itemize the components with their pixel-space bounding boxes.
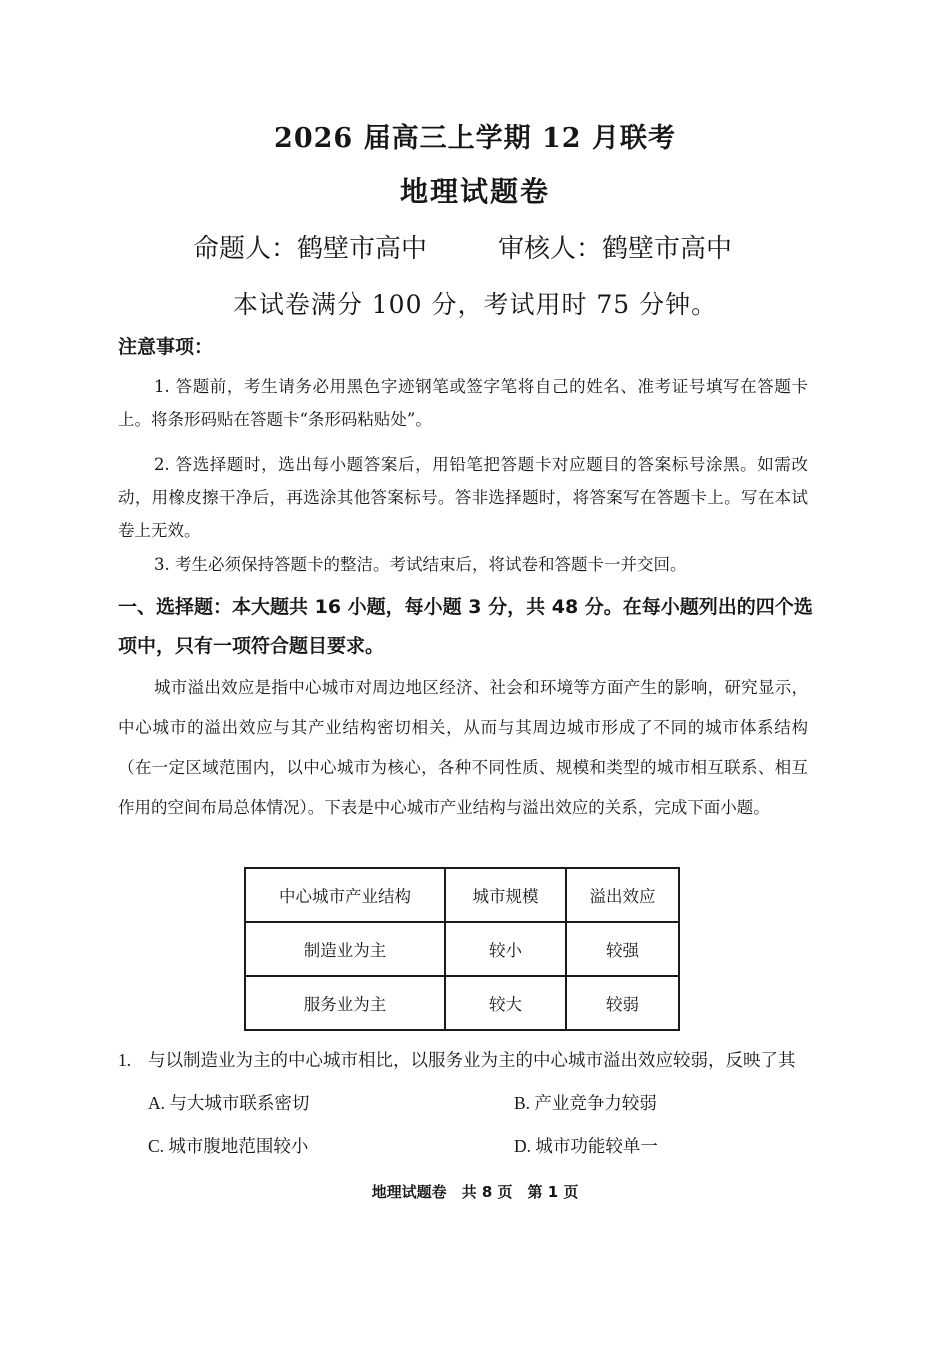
table-cell: 服务业为主 [245,976,445,1030]
notice-item-3: 3. 考生必须保持答题卡的整洁。考试结束后，将试卷和答题卡一并交回。 [154,555,687,574]
table-cell: 较大 [445,976,566,1030]
option-d: D. 城市功能较单一 [514,1136,658,1156]
section-heading: 一、选择题：本大题共 16 小题，每小题 3 分，共 48 分。在每小题列出的四个选项中，只有一项符合题目要求。 [118,596,813,657]
table-cell: 制造业为主 [245,922,445,976]
subject-title: 地理试题卷 [399,175,550,208]
question-stem: 与以制造业为主的中心城市相比，以服务业为主的中心城市溢出效应较弱，反映了其 [148,1050,796,1070]
table-cell: 较小 [445,922,566,976]
reviewer-label: 审核人：鹤壁市高中 [498,234,733,264]
option-c: C. 城市腹地范围较小 [148,1136,309,1156]
table-row [245,976,679,1030]
author-line [193,228,733,265]
question-1 [118,1047,796,1072]
option-a: A. 与大城市联系密切 [148,1093,310,1113]
table-row [245,922,679,976]
notice-item-1: 1. 答题前，考生请务必用黑色字迹钢笔或签字笔将自己的姓名、准考证号填写在答题卡上。将条形码贴在答题卡“条形码粘贴处”。 [118,377,808,429]
table-header-row [245,868,679,922]
notice-heading: 注意事项： [118,336,214,358]
passage-intro: 城市溢出效应是指中心城市对周边地区经济、社会和环境等方面产生的影响，研究显示，中心城市的溢出效应与其产业结构密切相关，从而与其周边城市形成了不同的城市体系结构（在一定区域范围内，以中心城市为核心，各种不同性质、规模和类型的城市相互联系、相互作用的空间布局总体情况）。下表是中心城市产业结构与溢出效应的关系，完成下面小题。 [118,678,808,817]
industry-spillover-table [244,867,680,1031]
page-footer: 地理试题卷 共 8 页 第 1 页 [371,1183,579,1201]
table-header-cell: 溢出效应 [566,868,679,922]
table-header-cell: 中心城市产业结构 [245,868,445,922]
table-cell: 较弱 [566,976,679,1030]
author-label: 命题人：鹤壁市高中 [193,234,428,264]
notice-item-2: 2. 答选择题时，选出每小题答案后，用铅笔把答题卡对应题目的答案标号涂黑。如需改动，用橡皮擦干净后，再选涂其他答案标号。答非选择题时，将答案写在答题卡上。写在本试卷上无效。 [118,455,808,540]
table-header-cell: 城市规模 [445,868,566,922]
question-number: 1. [118,1050,132,1070]
table-cell: 较强 [566,922,679,976]
exam-title: 2026 届高三上学期 12 月联考 [274,123,676,154]
score-info: 本试卷满分 100 分，考试用时 75 分钟。 [232,290,718,319]
option-b: B. 产业竞争力较弱 [514,1093,657,1113]
